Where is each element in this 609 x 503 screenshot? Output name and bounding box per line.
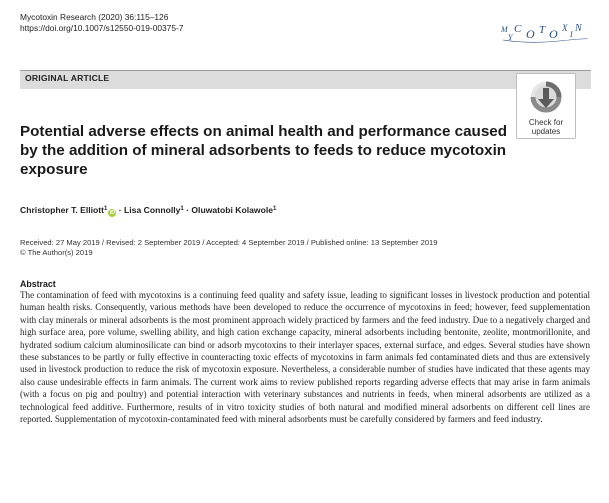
author-name[interactable]: Lisa Connolly: [124, 205, 181, 215]
publication-dates-block: [20, 238, 438, 258]
author-affiliation: 1: [273, 206, 277, 212]
author-name[interactable]: Oluwatobi Kolawole: [191, 205, 274, 215]
copyright-notice: © The Author(s) 2019: [20, 248, 93, 257]
check-for-updates-icon: [517, 76, 575, 118]
svg-text:I: I: [570, 30, 573, 39]
journal-citation-block: [20, 12, 183, 34]
section-label: ORIGINAL ARTICLE: [25, 73, 110, 83]
doi-link[interactable]: https://doi.org/10.1007/s12550-019-00375-7: [20, 23, 184, 33]
check-for-updates-label: Check for: [528, 118, 564, 127]
svg-text:O: O: [549, 27, 558, 41]
check-for-updates-label-2: updates: [531, 127, 561, 136]
svg-text:M: M: [501, 25, 508, 34]
author-affiliation: 1: [180, 206, 184, 212]
publication-dates: Received: 27 May 2019 / Revised: 2 September 2019 / Accepted: 4 September 2019 / Published online: 13 September 2019: [20, 238, 438, 247]
article-title: Potential adverse effects on animal health and performance caused by the addition of mineral adsorbents to feeds to reduce mycotoxin exposure: [20, 123, 508, 178]
abstract-heading: Abstract: [20, 279, 56, 289]
author-name[interactable]: Christopher T. Elliott: [20, 205, 105, 215]
mycotoxin-journal-logo-icon: [499, 18, 591, 44]
author-separator: ·: [118, 205, 122, 215]
journal-citation: Mycotoxin Research (2020) 36:115–126: [20, 12, 169, 22]
check-for-updates-button[interactable]: [516, 73, 576, 139]
orcid-icon[interactable]: iD: [109, 210, 116, 216]
svg-text:X: X: [562, 23, 568, 33]
author-affiliation: 1: [104, 206, 108, 212]
svg-text:Y: Y: [508, 33, 513, 42]
abstract-text: The contamination of feed with mycotoxins is a continuing feed quality and safety issue, leading to significant losses in livestock production and potential human health risks. Consequently, various methods have been developed to reduce the occurrence of mycotoxins in feed; however, feed supplementation with clay minerals or mineral adsorbents is the most prominent approach widely practiced by farmers and the feed industry. Due to a negatively charged and high surface area, pore volume, swelling ability, and high cation exchange capacity, mineral adsorbents including bentonite, zeolite, montmorillonite, and hydrated sodium calcium aluminosilicate can bind or adsorb mycotoxins to their interlayer spaces, external surface, and edges. Several studies have shown these substances to be partly or fully effective in counteracting toxic effects of mycotoxins in farm animals fed contaminated diets and thus are extensively used in livestock production to reduce the risk of mycotoxin exposure. Nevertheless, a considerable number of studies have indicated that these agents may also cause undesirable effects in farm animals. The current work aims to review published reports regarding adverse effects that may arise in farm animals (with a focus on pig and poultry) and potential interaction with veterinary substances and nutrients in feeds, when mineral adsorbents are utilized as a technological feed additive. Furthermore, results of in vitro toxicity studies of both natural and modified mineral adsorbents on different cell lines are reported. Supplementation of mycotoxin-contaminated feed with mineral adsorbents must be carefully considered by farmers and feed industry.: [20, 290, 590, 425]
svg-text:C: C: [514, 23, 522, 35]
svg-text:N: N: [575, 23, 582, 34]
author-separator: ·: [186, 205, 189, 215]
author-list: [20, 205, 276, 217]
svg-text:T: T: [539, 24, 546, 36]
svg-text:O: O: [526, 27, 535, 41]
